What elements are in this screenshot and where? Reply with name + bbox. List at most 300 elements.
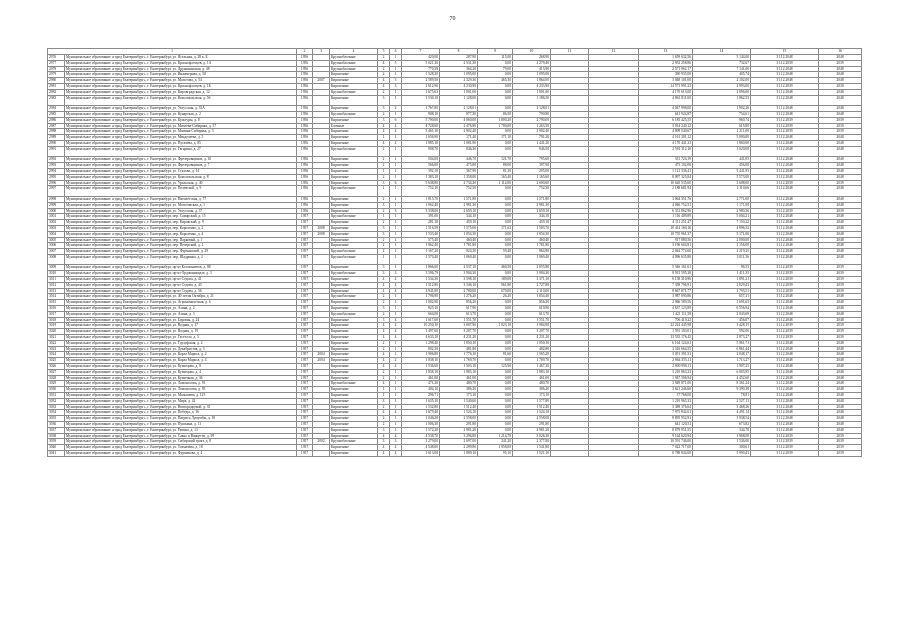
table-cell: 0,00 <box>478 317 513 323</box>
table-cell: 2048 <box>819 174 862 180</box>
table-cell: 2 531,30 <box>440 60 478 66</box>
column-number-14: 14 <box>693 49 751 55</box>
table-cell: 752,50 <box>440 186 478 197</box>
table-cell: 296,71 <box>402 393 440 399</box>
table-cell: 31.12.2039 <box>751 439 819 445</box>
table-cell: Крупноблочные <box>330 439 378 445</box>
table-cell: 2 044 774,60 <box>639 249 693 255</box>
table-row <box>48 146 862 157</box>
table-cell: Кирпичные <box>330 387 378 393</box>
column-number-16: 16 <box>819 49 862 55</box>
table-cell: 2 188 681,94 <box>639 186 693 197</box>
table-cell: 1 210 965,33 <box>639 398 693 404</box>
table-cell: 3 026,30 <box>513 433 551 439</box>
table-cell: 31.12.2048 <box>751 416 819 422</box>
table-cell: 1 <box>390 237 402 243</box>
table-cell: 1 <box>390 55 402 61</box>
address-cell: Муниципальное образование «город Екатеринбург», г. Екатеринбург, ул. Менделеева, д. 5 <box>65 135 297 141</box>
table-cell: 31.12.2048 <box>751 168 819 174</box>
table-cell: 2 <box>378 237 390 243</box>
table-cell: 1956 <box>297 117 313 123</box>
table-cell: 1 062,40 <box>402 202 440 208</box>
table-cell: 6 331 862,96 <box>639 208 693 214</box>
table-cell: 1 <box>378 135 390 141</box>
table-cell: 31.12.2039 <box>751 323 819 329</box>
table-cell: 31.12.2048 <box>751 393 819 399</box>
table-cell: 386,20 <box>513 387 551 393</box>
table-cell: 0,00 <box>478 72 513 78</box>
table-cell: 2048 <box>819 106 862 112</box>
table-cell: 1 541,80 <box>513 445 551 451</box>
table-cell: 480,70 <box>513 381 551 387</box>
table-cell: 3 <box>378 180 390 186</box>
table-cell: Крупноблочные <box>330 60 378 66</box>
table-cell: 2 <box>378 294 390 300</box>
table-cell: 3016 <box>48 306 65 312</box>
table-cell: 397,90 <box>513 163 551 169</box>
table-cell: 31.12.2048 <box>751 387 819 393</box>
table-cell <box>589 146 639 157</box>
table-cell: 31.12.2048 <box>751 202 819 208</box>
table-cell: 6 185 425,55 <box>639 117 693 123</box>
table-cell: 2 589,50 <box>402 78 440 84</box>
table-cell: 1956 <box>297 163 313 169</box>
table-cell: 2048 <box>819 404 862 410</box>
table-cell: 3 <box>378 265 390 271</box>
table-cell: 2048 <box>819 346 862 352</box>
table-cell: 9 390,38 <box>693 387 751 393</box>
table-cell: 1 551,70 <box>513 317 551 323</box>
table-cell: 2048 <box>819 375 862 381</box>
table-cell: 31.12.2048 <box>751 95 819 106</box>
table-cell: 3013 <box>48 288 65 294</box>
table-cell: 31.12.2048 <box>751 358 819 364</box>
table-cell: 1957 <box>297 364 313 370</box>
table-cell: Кирпичные <box>330 277 378 283</box>
table-cell: 2048 <box>819 237 862 243</box>
table-cell: 3011 <box>48 277 65 283</box>
table-cell: Крупноблочные <box>330 381 378 387</box>
table-cell: 1 276,20 <box>440 294 478 300</box>
table-cell: 4 <box>390 288 402 294</box>
table-cell: 4 <box>390 140 402 146</box>
table-cell: 1 095,00 <box>513 72 551 78</box>
table-cell: 2 <box>378 404 390 410</box>
table-cell: 31.12.2048 <box>751 157 819 163</box>
table-cell: 5 144,00 <box>693 55 751 61</box>
table-cell: 3024 <box>48 352 65 358</box>
table-cell: 390 935,00 <box>639 72 693 78</box>
table-cell: 2039 <box>819 277 862 283</box>
table-cell: 1956 <box>297 106 313 112</box>
table-cell: 1957 <box>297 398 313 404</box>
table-cell: 4 637 123,89 <box>639 306 693 312</box>
table-cell <box>313 254 330 265</box>
table-cell: 2 <box>390 358 402 364</box>
table-cell: 791,20 <box>513 135 551 141</box>
table-cell: 2048 <box>819 369 862 375</box>
address-cell: Муниципальное образование «город Екатеринбург», г. Екатеринбург, ул. Декабристов, д. 3 <box>65 346 297 352</box>
table-cell: 2985 <box>48 111 65 117</box>
table-cell: 2 <box>378 311 390 317</box>
table-cell: 0,00 <box>478 375 513 381</box>
table-cell: 37 768,00 <box>639 393 693 399</box>
table-cell: 790,80 <box>513 111 551 117</box>
column-number-6: 6 <box>390 49 402 55</box>
table-cell: 2 981,20 <box>513 427 551 433</box>
table-cell: 1 575,00 <box>440 225 478 231</box>
table-cell: 2 156,00 <box>693 243 751 249</box>
table-cell: 3032 <box>48 398 65 404</box>
table-cell: 31.12.2039 <box>751 271 819 277</box>
table-cell: 2048 <box>819 243 862 249</box>
table-cell: 1 968,08 <box>693 433 751 439</box>
table-cell: Кирпичные <box>330 300 378 306</box>
table-cell: 1957 <box>297 393 313 399</box>
table-cell: 0,00 <box>478 387 513 393</box>
table-cell: 2 902,40 <box>440 129 478 135</box>
table-cell: 2048 <box>819 157 862 163</box>
table-cell: 31.12.2048 <box>751 72 819 78</box>
table-cell: 2048 <box>819 340 862 346</box>
table-cell: 461,00 <box>440 375 478 381</box>
table-cell: 1957 <box>297 369 313 375</box>
table-cell: 4 861 811,00 <box>639 95 693 106</box>
table-cell: 0,00 <box>478 243 513 249</box>
table-cell: 5 441,93 <box>693 168 751 174</box>
table-cell: 0,00 <box>478 214 513 220</box>
table-cell: 2 <box>390 323 402 329</box>
table-cell: 4 633,10 <box>402 335 440 341</box>
address-cell: Муниципальное образование «город Екатеринбург», г. Екатеринбург, ул. Полевской, д. 9 <box>65 186 297 197</box>
table-cell: 31.12.2048 <box>751 111 819 117</box>
table-cell: 31.12.2039 <box>751 288 819 294</box>
table-cell: Блочные <box>330 123 378 129</box>
table-cell: 1 <box>390 168 402 174</box>
table-cell: 1 <box>390 196 402 202</box>
table-cell: 1 263,50 <box>513 123 551 129</box>
table-cell: 1 <box>390 254 402 265</box>
table-cell: 31.12.2048 <box>751 106 819 112</box>
table-cell: 3006 <box>48 243 65 249</box>
table-cell: Кирпичные <box>330 202 378 208</box>
table-cell: 1 528,30 <box>402 72 440 78</box>
table-cell: 2 600,60 <box>513 180 551 186</box>
table-cell: 4 996,52 <box>693 225 751 231</box>
table-cell: 2 <box>378 220 390 226</box>
table-cell: 2977 <box>48 60 65 66</box>
table-cell: 613,70 <box>513 311 551 317</box>
table-cell: 2 734,20 <box>440 180 478 186</box>
table-cell: 1 769,70 <box>513 358 551 364</box>
column-number-12: 12 <box>589 49 639 55</box>
table-cell: 31.12.2048 <box>751 346 819 352</box>
table-cell: 3 904,30 <box>513 271 551 277</box>
table-cell: 3 011,56 <box>693 254 751 265</box>
table-cell: 2 377,80 <box>513 439 551 445</box>
address-cell: Муниципальное образование «город Екатеринбург», г. Екатеринбург, пер. Короленко, д. 4 <box>65 231 297 237</box>
table-cell: 1957 <box>297 214 313 220</box>
table-cell: 364,20 <box>440 66 478 72</box>
table-cell: 3 <box>378 117 390 123</box>
table-cell: 1956 <box>297 83 313 89</box>
table-cell: 1 165,60 <box>513 174 551 180</box>
table-cell: 2 066 589,56 <box>639 300 693 306</box>
table-cell: Кирпичные <box>330 393 378 399</box>
table-cell: 4 <box>378 129 390 135</box>
table-cell: Кирпичные <box>330 416 378 422</box>
table-cell: 2048 <box>819 140 862 146</box>
table-cell: 2039 <box>819 83 862 89</box>
table-cell: 3 <box>378 317 390 323</box>
table-cell: 461,00 <box>513 375 551 381</box>
table-cell: 2991 <box>48 146 65 157</box>
table-cell: 1 <box>390 214 402 220</box>
table-cell: 31.12.2048 <box>751 78 819 84</box>
table-cell: 1956 <box>297 174 313 180</box>
address-cell: Муниципальное образование «город Екатеринбург», г. Екатеринбург, ул. Комсомольская, д. 56 <box>65 95 297 106</box>
table-cell: 4 <box>390 450 402 456</box>
table-cell: 1957 <box>297 225 313 231</box>
table-cell: 420,00 <box>402 55 440 61</box>
table-cell: 3 020,00 <box>693 146 751 157</box>
table-cell: 2048 <box>819 294 862 300</box>
table-cell: 0,00 <box>478 306 513 312</box>
table-cell <box>589 95 639 106</box>
table-cell: 673,82 <box>693 422 751 428</box>
table-cell: 31.12.2039 <box>751 129 819 135</box>
table-cell: 31.12.2048 <box>751 225 819 231</box>
column-number-2: 2 <box>297 49 313 55</box>
table-cell: 2 <box>390 106 402 112</box>
table-cell: 5 461,10 <box>402 129 440 135</box>
table-cell: 446,70 <box>440 157 478 163</box>
table-cell: 2039 <box>819 129 862 135</box>
table-cell: 7 358 796,91 <box>639 282 693 288</box>
capital-repair-table <box>47 48 862 457</box>
address-cell: Муниципальное образование «город Екатеринбург», г. Екатеринбург, ул. Карла Маркса, д. 2 <box>65 352 297 358</box>
table-cell: 0,00 <box>478 60 513 66</box>
table-cell: 2048 <box>819 393 862 399</box>
table-cell: Кирпичные <box>330 352 378 358</box>
column-number-15: 15 <box>751 49 819 55</box>
table-cell: 441,05 <box>693 157 751 163</box>
table-cell <box>551 450 589 456</box>
table-cell: 291,80 <box>513 422 551 428</box>
table-cell: 0,00 <box>478 254 513 265</box>
table-cell: 5 021,30 <box>402 60 440 66</box>
table-cell: 4 <box>378 140 390 146</box>
table-cell: 3004 <box>48 231 65 237</box>
table-cell: Кирпичные <box>330 340 378 346</box>
table-cell: 1956 <box>297 135 313 141</box>
table-cell: 2 110,66 <box>693 186 751 197</box>
table-cell: 1 891,21 <box>693 277 751 283</box>
table-cell: 3 <box>378 271 390 277</box>
table-cell: 3 014 240,12 <box>639 123 693 129</box>
table-cell: 2 981,30 <box>513 202 551 208</box>
table-cell: 31.12.2039 <box>751 335 819 341</box>
table-cell: 2039 <box>819 123 862 129</box>
table-cell: 2048 <box>819 364 862 370</box>
table-cell: 0,00 <box>478 346 513 352</box>
table-cell: 1 <box>390 346 402 352</box>
table-cell: 404,10 <box>402 387 440 393</box>
table-cell: 1957 <box>297 311 313 317</box>
table-cell: 1 467,30 <box>513 364 551 370</box>
table-cell: 31.12.2048 <box>751 237 819 243</box>
table-cell: 3 468,26 <box>693 404 751 410</box>
table-cell: 1956 <box>297 129 313 135</box>
table-cell: 31.12.2039 <box>751 180 819 186</box>
table-cell: 752,50 <box>513 186 551 197</box>
table-cell: 504,00 <box>402 157 440 163</box>
table-cell: 405,74 <box>693 72 751 78</box>
table-cell: 81,30 <box>478 168 513 174</box>
table-cell: 2 329,30 <box>440 78 478 84</box>
table-cell <box>313 95 330 106</box>
table-cell: 1 516,59 <box>402 225 440 231</box>
table-cell: 22 224 445,98 <box>639 323 693 329</box>
table-cell: Кирпичные <box>330 174 378 180</box>
table-cell: 459,10 <box>440 220 478 226</box>
table-cell: 31.12.2048 <box>751 352 819 358</box>
table-cell: 471,20 <box>402 381 440 387</box>
table-cell: 367,90 <box>440 168 478 174</box>
table-cell: 3035 <box>48 416 65 422</box>
table-cell: 1 532,80 <box>402 404 440 410</box>
table-cell: 846,30 <box>440 146 478 157</box>
table-cell: 1 <box>390 225 402 231</box>
table-cell: 1 <box>390 422 402 428</box>
table-cell: 475,80 <box>440 163 478 169</box>
table-cell: 4 <box>378 364 390 370</box>
table-cell: 31.12.2039 <box>751 329 819 335</box>
table-cell: 1 691,63 <box>693 300 751 306</box>
table-cell: 2 800 990,11 <box>639 364 693 370</box>
table-cell: 3 048 101,00 <box>639 78 693 84</box>
table-cell: 2 902,40 <box>513 129 551 135</box>
table-cell: Крупноблочные <box>330 146 378 157</box>
table-cell: 3027 <box>48 369 65 375</box>
table-cell: 31.12.2048 <box>751 306 819 312</box>
table-cell: 1 <box>378 254 390 265</box>
table-cell: 2039 <box>819 271 862 277</box>
table-cell: 2048 <box>819 427 862 433</box>
table-cell: 1956 <box>297 168 313 174</box>
table-cell: 1 383,10 <box>402 174 440 180</box>
table-cell: 31.12.2048 <box>751 381 819 387</box>
table-cell: 391,00 <box>402 214 440 220</box>
table-cell: Кирпичные <box>330 220 378 226</box>
table-cell: 0,00 <box>478 393 513 399</box>
address-cell: Муниципальное образование «город Екатеринбург», г. Екатеринбург, ул. Ломоносова, д. 95 <box>65 387 297 393</box>
table-cell: 2048 <box>819 196 862 202</box>
address-cell: Муниципальное образование «город Екатеринбург», г. Екатеринбург, ул. Сибирский тракт, д. 8 <box>65 439 297 445</box>
table-cell: 3 <box>378 225 390 231</box>
table-cell: 1 167,20 <box>402 249 440 255</box>
table-cell: 1957 <box>297 271 313 277</box>
table-cell: 0,00 <box>478 340 513 346</box>
table-cell: 4 096 635,80 <box>639 254 693 265</box>
table-cell: 1 860,00 <box>693 140 751 146</box>
table-cell: 31.12.2048 <box>751 311 819 317</box>
table-cell: Кирпичные <box>330 208 378 214</box>
table-cell: 1 533,40 <box>402 231 440 237</box>
table-cell: 2978 <box>48 66 65 72</box>
table-cell: 3 389 376,64 <box>639 404 693 410</box>
table-cell: 3025 <box>48 358 65 364</box>
table-cell: 1 001,00 <box>513 89 551 95</box>
table-cell: 2976 <box>48 55 65 61</box>
table-cell: 2039 <box>819 282 862 288</box>
table-cell: 3 064 351,76 <box>639 196 693 202</box>
table-cell: 4 <box>378 329 390 335</box>
table-cell: 1 536,00 <box>693 439 751 445</box>
table-cell: Кирпичные <box>330 422 378 428</box>
table-cell: 2999 <box>48 202 65 208</box>
table-cell: 641 924,87 <box>639 111 693 117</box>
table-cell: 2981 <box>48 83 65 89</box>
table-cell: 2048 <box>819 225 862 231</box>
address-cell: Муниципальное образование «город Екатеринбург», г. Екатеринбург, пр-кт Космонавтов, д. 88 <box>65 265 297 271</box>
table-cell: 171,40 <box>440 135 478 141</box>
table-cell: 0,00 <box>478 398 513 404</box>
table-cell: 88,00 <box>478 163 513 169</box>
table-cell: 2048 <box>819 398 862 404</box>
table-cell: 0,00 <box>478 202 513 208</box>
table-cell: 3041 <box>48 450 65 456</box>
table-cell: 2997 <box>48 186 65 197</box>
table-cell: 115,00 <box>478 55 513 61</box>
table-cell: Крупноблочные <box>330 254 378 265</box>
table-cell: 1 054,30 <box>513 231 551 237</box>
table-cell: 1 <box>390 157 402 163</box>
table-cell: 2 048,17 <box>693 352 751 358</box>
table-cell: 4 161 301,12 <box>639 135 693 141</box>
table-cell: 2004 <box>313 358 330 364</box>
address-cell: Муниципальное образование «город Екатеринбург», г. Екатеринбург, ул. Мира, д. 42 <box>65 398 297 404</box>
table-cell: 4 060,00 <box>440 117 478 123</box>
table-cell: 1 530,10 <box>402 95 440 106</box>
table-cell: 31.12.2048 <box>751 375 819 381</box>
table-cell: 4 <box>378 410 390 416</box>
table-cell: 456,07 <box>693 317 751 323</box>
table-cell: 482,80 <box>513 346 551 352</box>
address-cell: Муниципальное образование «город Екатеринбург», г. Екатеринбург, ул. Молотовская, д. 1 <box>65 202 297 208</box>
table-cell: 6 158 310,96 <box>639 277 693 283</box>
table-cell: 3 <box>378 439 390 445</box>
table-cell: 2 055,80 <box>513 265 551 271</box>
table-cell: 480,70 <box>440 381 478 387</box>
table-cell: 31.12.2048 <box>751 135 819 141</box>
table-cell: 1956 <box>297 146 313 157</box>
table-cell: 121,70 <box>478 157 513 163</box>
table-cell: 2 <box>378 300 390 306</box>
table-cell: 31.12.2048 <box>751 243 819 249</box>
table-cell: 1 428,15 <box>693 323 751 329</box>
table-cell: 1956 <box>297 95 313 106</box>
table-cell: 2048 <box>819 422 862 428</box>
address-cell: Муниципальное образование «город Екатеринбург», г. Екатеринбург, пер. Кировский, д. 9 <box>65 220 297 226</box>
table-cell: 8 895 952,91 <box>639 416 693 422</box>
address-cell: Муниципальное образование «город Екатеринбург», г. Екатеринбург, ул. Ломоносова, д. 91 <box>65 381 297 387</box>
table-cell: 641 120,51 <box>639 422 693 428</box>
table-cell: 1 <box>390 404 402 410</box>
table-cell: 0,00 <box>478 186 513 197</box>
table-cell: Крупноблочные <box>330 311 378 317</box>
address-cell: Муниципальное образование «город Екатеринбург», г. Екатеринбург, ул. Кузнецова, д. 4 <box>65 369 297 375</box>
